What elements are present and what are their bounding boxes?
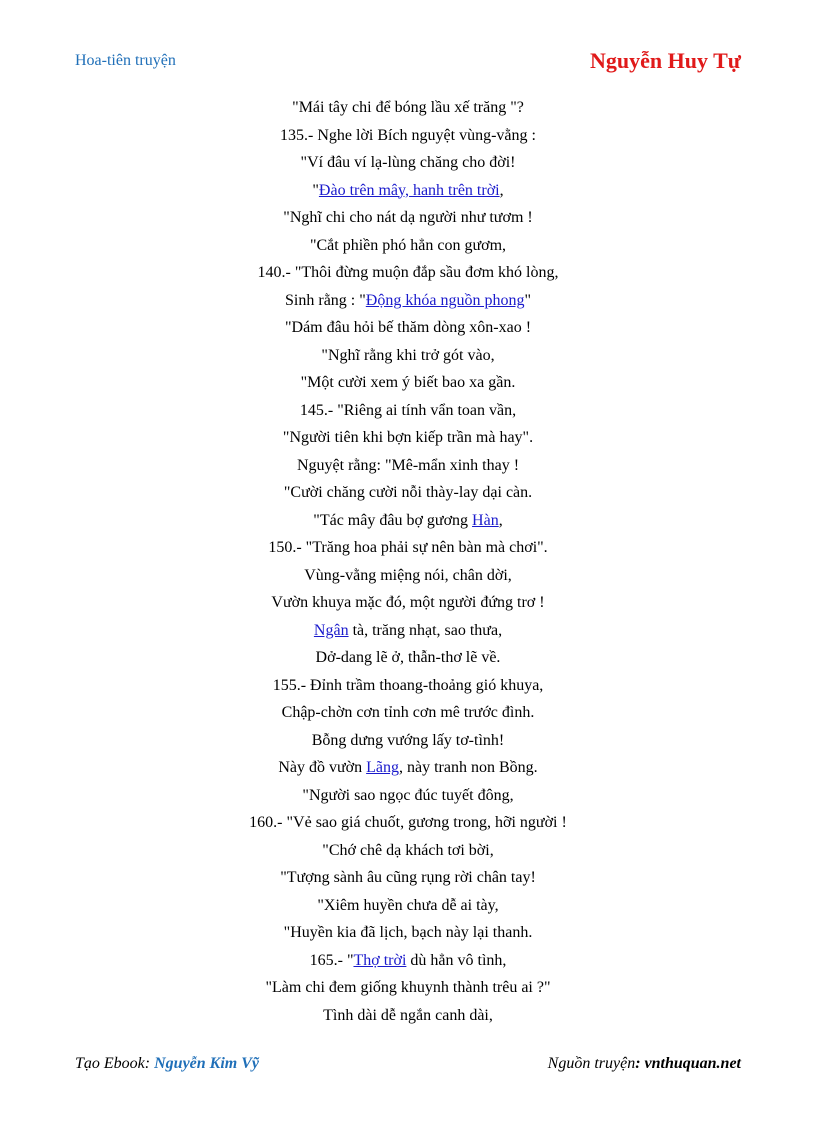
poem-text: 155.- Đỉnh trầm thoang-thoảng gió khuya,	[272, 676, 544, 694]
poem-text: "Huyền kia đã lịch, bạch này lại thanh.	[283, 924, 533, 941]
poem-text: "	[312, 181, 319, 199]
footer-credit-sep: :	[144, 1055, 155, 1072]
poem-text: "Mái tây chi để bóng lầu xế trăng "?	[292, 99, 524, 116]
footer-credit-label: Tạo Ebook	[75, 1055, 145, 1072]
author-name: Nguyễn Huy Tự	[590, 48, 741, 73]
poem-text: "Tượng sành âu cũng rụng rời chân tay!	[280, 869, 536, 886]
poem-text: 165.- "	[309, 951, 354, 969]
poem-body	[0, 94, 816, 1029]
poem-line	[0, 864, 816, 892]
poem-line	[0, 727, 816, 755]
poem-line	[0, 149, 816, 177]
footer-source-site: vnthuquan.net	[644, 1055, 741, 1072]
poem-line	[0, 947, 816, 975]
poem-text: Dở-dang lẽ ở, thẫn-thơ lẽ về.	[315, 649, 501, 666]
poem-text: 150.- "Trăng hoa phải sự nên bàn mà chơi".	[268, 539, 548, 556]
poem-text: "	[524, 291, 531, 309]
poem-text: Nguyệt rằng: "Mê-mẩn xinh thay !	[296, 456, 520, 474]
poem-text: , này tranh non Bồng.	[399, 759, 538, 776]
footer-source-sep: :	[635, 1055, 645, 1072]
poem-line	[0, 452, 816, 480]
poem-text: "Chớ chê dạ khách tơi bời,	[322, 841, 494, 859]
poem-line	[0, 644, 816, 672]
poem-text: "Người tiên khi bợn kiếp trần mà hay".	[282, 429, 534, 446]
poem-text: Chập-chờn cơn tỉnh cơn mê trước đình.	[281, 704, 535, 721]
poem-line	[0, 342, 816, 370]
annotation-link[interactable]: Hàn	[472, 511, 499, 529]
poem-text: "Một cười xem ý biết bao xa gần.	[300, 374, 516, 391]
poem-line	[0, 1002, 816, 1030]
poem-line	[0, 534, 816, 562]
poem-line	[0, 892, 816, 920]
poem-text: Bỗng dưng vướng lấy tơ-tình!	[311, 731, 505, 749]
poem-line	[0, 479, 816, 507]
annotation-link[interactable]: Đào trên mây, hanh trên trời	[318, 181, 500, 199]
poem-line	[0, 754, 816, 782]
poem-text: "Tác mây đâu bợ gương	[313, 511, 473, 529]
poem-text: Vườn khuya mặc đó, một người đứng trơ !	[271, 594, 545, 611]
poem-text: Vùng-vằng miệng nói, chân dời,	[304, 566, 512, 584]
poem-text: 145.- "Riêng ai tính vẩn toan vần,	[299, 401, 517, 419]
poem-text: Tình dài dễ ngắn canh dài,	[323, 1006, 493, 1024]
annotation-link[interactable]: Lãng	[366, 759, 399, 776]
footer-source	[548, 1055, 741, 1073]
poem-line	[0, 259, 816, 287]
annotation-link[interactable]: Thợ trời	[353, 951, 407, 969]
poem-text: "Cười chăng cười nỗi thày-lay dại càn.	[283, 484, 533, 501]
poem-text: "Nghĩ chi cho nát dạ người như tươm !	[283, 209, 533, 226]
poem-line	[0, 782, 816, 810]
poem-text: tà, trăng nhạt, sao thưa,	[348, 621, 503, 639]
poem-line	[0, 672, 816, 700]
poem-text: Sinh rằng : "	[285, 291, 366, 309]
poem-line	[0, 177, 816, 205]
poem-text: "Người sao ngọc đúc tuyết đông,	[302, 786, 514, 804]
poem-line	[0, 314, 816, 342]
poem-text: 140.- "Thôi đừng muộn đắp sầu đơm khó lòng,	[257, 264, 559, 281]
poem-line	[0, 397, 816, 425]
footer-credit-name: Nguyễn Kim Vỹ	[154, 1055, 259, 1072]
poem-line	[0, 919, 816, 947]
poem-text: ,	[499, 181, 504, 199]
annotation-link[interactable]: Ngân	[313, 621, 349, 639]
poem-line	[0, 204, 816, 232]
poem-text: "Xiêm huyền chưa dễ ai tày,	[317, 896, 499, 914]
poem-line	[0, 424, 816, 452]
poem-line	[0, 122, 816, 150]
footer-credit	[75, 1055, 259, 1073]
book-title: Hoa-tiên truyện	[75, 52, 176, 69]
poem-line	[0, 562, 816, 590]
poem-line	[0, 617, 816, 645]
poem-text: Này đồ vườn	[278, 759, 367, 776]
footer-source-label: Nguồn truyện	[547, 1055, 636, 1072]
poem-line	[0, 94, 816, 122]
annotation-link[interactable]: Động khóa nguồn phong	[365, 291, 525, 309]
poem-text: dù hẳn vô tình,	[406, 951, 507, 969]
poem-text: "Cắt phiền phó hẳn con gươm,	[309, 236, 507, 254]
poem-line	[0, 369, 816, 397]
poem-text: "Nghĩ rằng khi trở gót vào,	[321, 346, 495, 364]
poem-text: 135.- Nghe lời Bích nguyệt vùng-vằng :	[280, 126, 536, 144]
poem-text: "Làm chi đem giống khuynh thành trêu ai ?"	[265, 979, 551, 996]
poem-text: ,	[498, 511, 503, 529]
poem-text: "Dám đâu hỏi bế thăm dòng xôn-xao !	[284, 319, 532, 336]
poem-line	[0, 809, 816, 837]
poem-line	[0, 589, 816, 617]
poem-line	[0, 287, 816, 315]
poem-line	[0, 699, 816, 727]
poem-line	[0, 837, 816, 865]
poem-line	[0, 232, 816, 260]
poem-text: 160.- "Vẻ sao giá chuốt, gương trong, hỡi người !	[249, 814, 567, 831]
poem-line	[0, 974, 816, 1002]
poem-text: "Ví đâu ví lạ-lùng chăng cho đời!	[300, 154, 516, 171]
poem-line	[0, 507, 816, 535]
